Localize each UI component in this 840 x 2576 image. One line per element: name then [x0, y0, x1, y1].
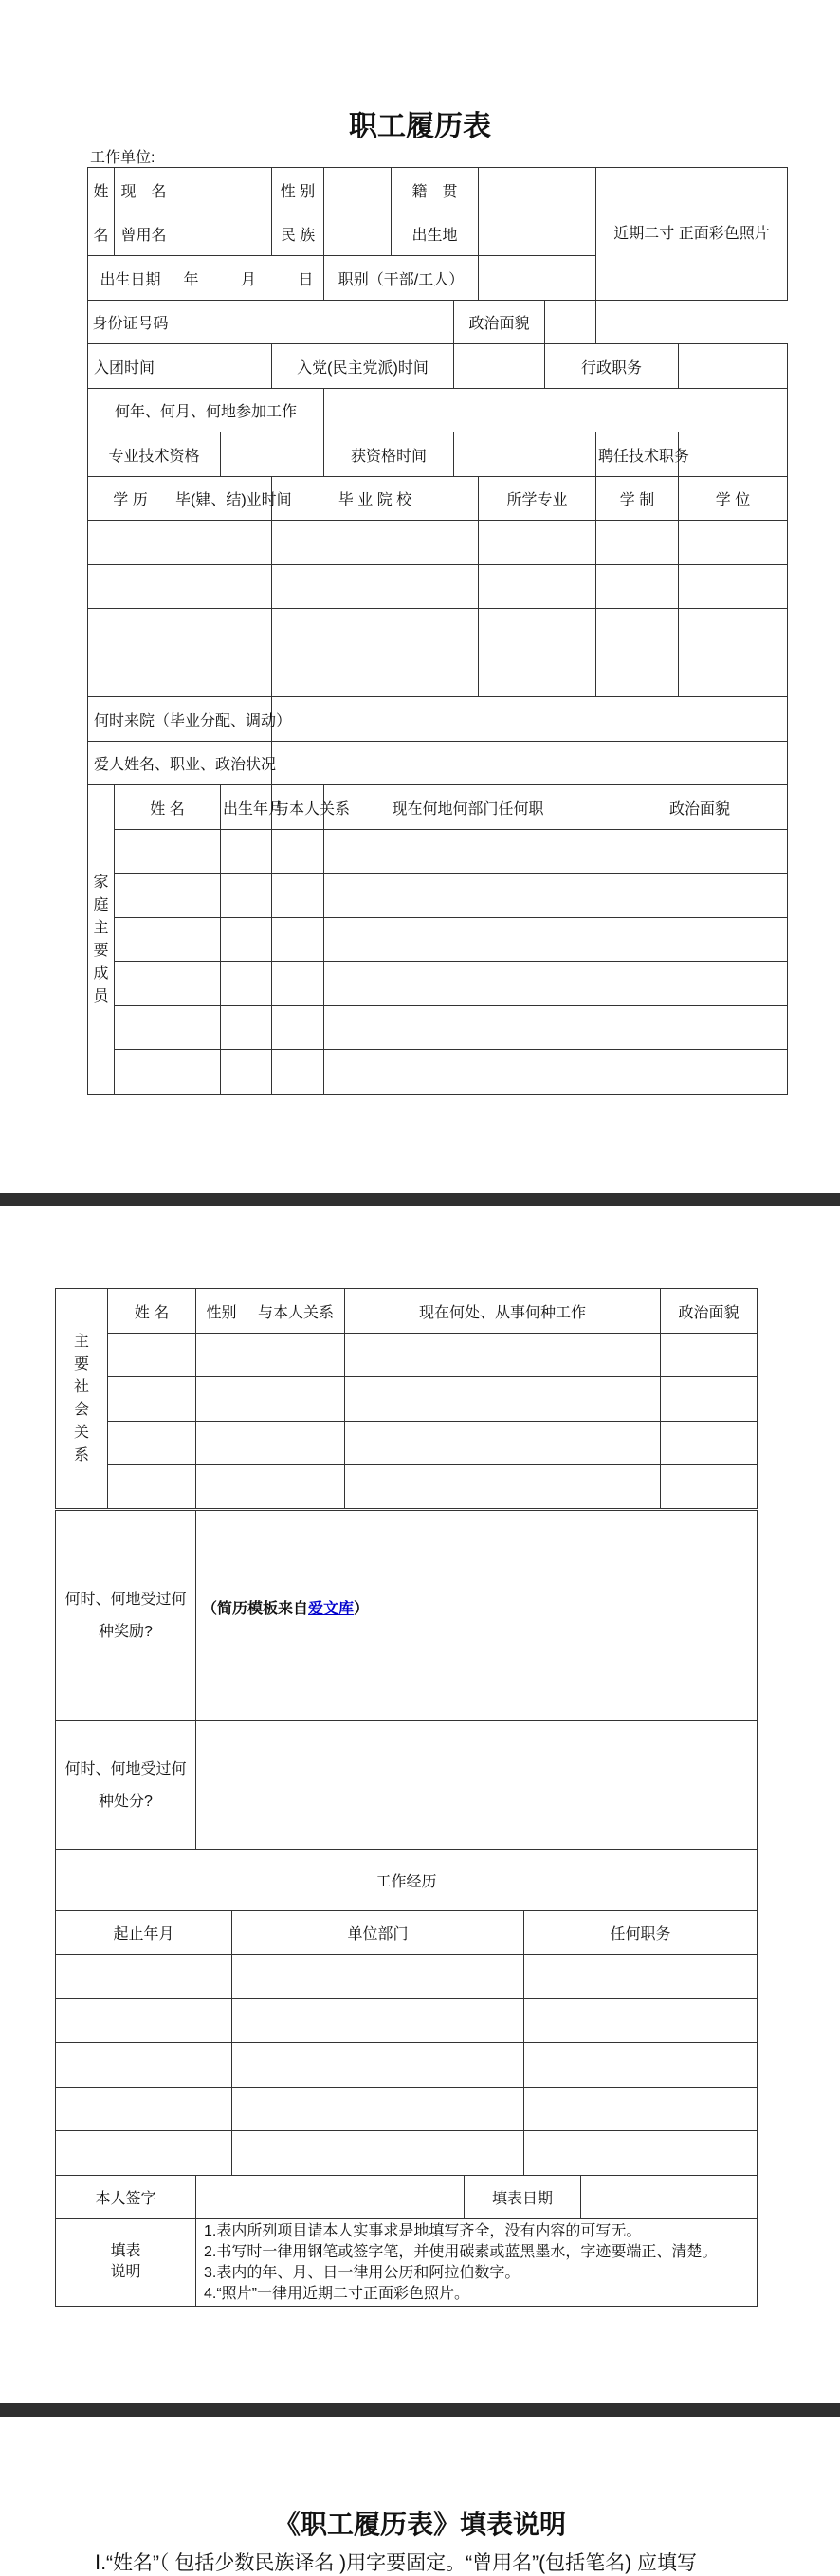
edu-cell[interactable]	[479, 653, 596, 697]
family-cell[interactable]	[115, 1006, 221, 1050]
aiwenku-link[interactable]: 爱文库	[308, 1601, 355, 1617]
social-header-name: 姓 名	[108, 1289, 196, 1334]
social-cell[interactable]	[108, 1334, 196, 1377]
work-row	[56, 2131, 758, 2176]
family-cell[interactable]	[612, 830, 788, 874]
family-row	[88, 874, 788, 918]
family-row	[88, 1006, 788, 1050]
edu-row	[88, 565, 788, 609]
family-cell[interactable]	[612, 1050, 788, 1095]
edu-cell[interactable]	[479, 565, 596, 609]
social-cell[interactable]	[345, 1334, 661, 1377]
instructions-title: 《职工履历表》填表说明	[273, 2510, 566, 2539]
note-item: 2.书写时一律用钢笔或签字笔，并使用碳素或蓝黑墨水，字迹要端正、清楚。	[204, 2243, 718, 2260]
birthplace-value[interactable]	[479, 212, 596, 256]
signature-label: 本人签字	[56, 2176, 196, 2219]
gender-value[interactable]	[324, 168, 392, 212]
award-note-suffix: ）	[354, 1601, 370, 1617]
page-1	[0, 0, 840, 1190]
social-cell[interactable]	[196, 1422, 247, 1465]
social-header-relation: 与本人关系	[247, 1289, 345, 1334]
work-cell[interactable]	[56, 2088, 232, 2131]
family-header-name: 姓 名	[115, 785, 221, 830]
social-cell[interactable]	[196, 1377, 247, 1422]
social-cell[interactable]	[108, 1377, 196, 1422]
tech-post-label: 聘任技术职务	[596, 432, 679, 477]
spouse-label: 爱人姓名、职业、政治状况	[88, 742, 272, 785]
social-row	[56, 1465, 758, 1509]
edu-cell[interactable]	[272, 609, 479, 653]
social-cell[interactable]	[345, 1377, 661, 1422]
qualification-value[interactable]	[221, 432, 324, 477]
page-separator	[0, 1193, 840, 1206]
family-cell[interactable]	[221, 874, 272, 918]
edu-cell[interactable]	[173, 609, 272, 653]
family-row	[88, 830, 788, 874]
punish-label: 何时、何地受过何种处分?	[56, 1721, 196, 1850]
social-cell[interactable]	[247, 1334, 345, 1377]
social-cell[interactable]	[661, 1422, 758, 1465]
fill-date-value[interactable]	[581, 2176, 758, 2219]
family-header-relation: 与本人关系	[272, 785, 324, 830]
work-row	[56, 2088, 758, 2131]
family-cell[interactable]	[221, 962, 272, 1006]
social-side-label: 主要社会关系	[56, 1289, 108, 1509]
birth-date-label: 出生日期	[88, 256, 173, 301]
social-cell[interactable]	[108, 1465, 196, 1509]
work-cell[interactable]	[524, 1955, 758, 1999]
family-cell[interactable]	[221, 1050, 272, 1095]
note-item: 4.“照片”一律用近期二寸正面彩色照片。	[204, 2285, 470, 2302]
family-cell[interactable]	[221, 830, 272, 874]
social-header-work: 现在何处、从事何种工作	[345, 1289, 661, 1334]
social-cell[interactable]	[247, 1377, 345, 1422]
work-cell[interactable]	[232, 2131, 524, 2176]
family-cell[interactable]	[115, 1050, 221, 1095]
family-row	[88, 962, 788, 1006]
month-label: 月	[240, 271, 256, 288]
work-cell[interactable]	[232, 2043, 524, 2088]
family-cell[interactable]	[221, 1006, 272, 1050]
work-cell[interactable]	[232, 2088, 524, 2131]
work-cell[interactable]	[56, 1999, 232, 2043]
edu-title-header: 学 位	[679, 477, 788, 521]
family-side-label: 家庭主要成员	[88, 785, 115, 1095]
league-time-label: 入团时间	[88, 344, 173, 389]
social-cell[interactable]	[196, 1334, 247, 1377]
family-cell[interactable]	[324, 830, 612, 874]
admin-post-label: 行政职务	[545, 344, 679, 389]
work-cell[interactable]	[524, 2131, 758, 2176]
family-cell[interactable]	[115, 962, 221, 1006]
edu-cell[interactable]	[596, 565, 679, 609]
work-row	[56, 1999, 758, 2043]
notes-label: 填表说明	[56, 2219, 196, 2307]
family-cell[interactable]	[272, 918, 324, 962]
family-cell[interactable]	[272, 1050, 324, 1095]
edu-cell[interactable]	[596, 653, 679, 697]
family-cell[interactable]	[612, 1006, 788, 1050]
former-name-value[interactable]	[173, 212, 272, 256]
edu-cell[interactable]	[88, 521, 173, 565]
work-cell[interactable]	[232, 1955, 524, 1999]
edu-cell[interactable]	[679, 521, 788, 565]
tech-post-value[interactable]	[679, 432, 788, 477]
work-cell[interactable]	[56, 2131, 232, 2176]
family-row	[88, 1050, 788, 1095]
family-cell[interactable]	[272, 874, 324, 918]
edu-cell[interactable]	[272, 521, 479, 565]
page-2	[0, 1206, 840, 2403]
family-cell[interactable]	[324, 1050, 612, 1095]
page-title: 职工履历表	[349, 111, 491, 142]
edu-cell[interactable]	[173, 521, 272, 565]
party-time-label: 入党(民主党派)时间	[272, 344, 454, 389]
family-cell[interactable]	[115, 830, 221, 874]
edu-cell[interactable]	[679, 609, 788, 653]
award-label: 何时、何地受过何种奖励?	[56, 1511, 196, 1721]
name-char-1: 姓	[88, 168, 115, 212]
current-name-value[interactable]	[173, 168, 272, 212]
birthplace-label: 出生地	[392, 212, 479, 256]
edu-row	[88, 609, 788, 653]
family-cell[interactable]	[612, 962, 788, 1006]
social-cell[interactable]	[661, 1334, 758, 1377]
gender-label: 性 别	[272, 168, 324, 212]
social-cell[interactable]	[661, 1465, 758, 1509]
award-value[interactable]	[196, 1511, 758, 1721]
social-cell[interactable]	[661, 1377, 758, 1422]
origin-label: 籍 贯	[392, 168, 479, 212]
league-time-value[interactable]	[173, 344, 272, 389]
social-cell[interactable]	[345, 1422, 661, 1465]
family-cell[interactable]	[612, 918, 788, 962]
family-cell[interactable]	[115, 918, 221, 962]
records-table	[55, 1510, 758, 2307]
id-number-label: 身份证号码	[88, 301, 173, 344]
qualification-label: 专业技术资格	[88, 432, 221, 477]
edu-cell[interactable]	[173, 565, 272, 609]
edu-row	[88, 521, 788, 565]
family-cell[interactable]	[272, 830, 324, 874]
punish-value[interactable]	[196, 1721, 758, 1850]
work-row	[56, 1955, 758, 1999]
edu-row	[88, 653, 788, 697]
family-header-birth: 出生年月	[221, 785, 272, 830]
family-cell[interactable]	[324, 918, 612, 962]
work-history-title: 工作经历	[56, 1850, 758, 1911]
resume-form-table	[87, 167, 788, 1095]
work-header-unit: 单位部门	[232, 1911, 524, 1955]
signature-value[interactable]	[196, 2176, 465, 2219]
edu-school-header: 毕 业 院 校	[272, 477, 479, 521]
family-header-work: 现在何地何部门任何职	[324, 785, 612, 830]
edu-cell[interactable]	[272, 565, 479, 609]
origin-value[interactable]	[479, 168, 596, 212]
social-row	[56, 1422, 758, 1465]
social-relations-table	[55, 1288, 758, 1509]
edu-degree-header: 学 历	[88, 477, 173, 521]
work-unit-label: 工作单位:	[90, 150, 155, 166]
politics-label: 政治面貌	[454, 301, 545, 344]
edu-cell[interactable]	[596, 521, 679, 565]
social-row	[56, 1334, 758, 1377]
year-label: 年	[183, 271, 199, 288]
social-cell[interactable]	[345, 1465, 661, 1509]
work-start-label: 何年、何月、何地参加工作	[88, 389, 324, 432]
family-cell[interactable]	[324, 962, 612, 1006]
work-row	[56, 2043, 758, 2088]
current-name-label: 现 名	[115, 168, 173, 212]
work-cell[interactable]	[524, 2088, 758, 2131]
ethnicity-value[interactable]	[324, 212, 392, 256]
family-cell[interactable]	[324, 874, 612, 918]
edu-cell[interactable]	[272, 653, 479, 697]
family-cell[interactable]	[612, 874, 788, 918]
work-header-post: 任何职务	[524, 1911, 758, 1955]
work-cell[interactable]	[56, 1955, 232, 1999]
qualification-time-label: 获资格时间	[324, 432, 454, 477]
edu-cell[interactable]	[173, 653, 272, 697]
work-cell[interactable]	[524, 1999, 758, 2043]
social-row	[56, 1377, 758, 1422]
photo-box[interactable]: 近期二寸 正面彩色照片	[596, 168, 788, 301]
edu-cell[interactable]	[679, 653, 788, 697]
edu-cell[interactable]	[479, 609, 596, 653]
edu-length-header: 学 制	[596, 477, 679, 521]
family-cell[interactable]	[115, 874, 221, 918]
social-cell[interactable]	[247, 1465, 345, 1509]
edu-cell[interactable]	[679, 565, 788, 609]
edu-cell[interactable]	[88, 609, 173, 653]
id-number-value[interactable]	[173, 301, 454, 344]
edu-major-header: 所学专业	[479, 477, 596, 521]
family-cell[interactable]	[324, 1006, 612, 1050]
note-item: 1.表内所列项目请本人实事求是地填写齐全，没有内容的可写无。	[204, 2222, 642, 2239]
work-cell[interactable]	[56, 2043, 232, 2088]
edu-cell[interactable]	[88, 653, 173, 697]
edu-time-header: 毕(肄、结)业时间	[173, 477, 272, 521]
social-header-politics: 政治面貌	[661, 1289, 758, 1334]
social-cell[interactable]	[196, 1465, 247, 1509]
rank-value[interactable]	[479, 256, 596, 301]
ethnicity-label: 民 族	[272, 212, 324, 256]
instructions-line-1: Ⅰ.“姓名”（ 包括少数民族译名 )用字要固定。“曾用名”(包括笔名) 应填写	[95, 2552, 697, 2574]
work-cell[interactable]	[232, 1999, 524, 2043]
spouse-value[interactable]	[272, 742, 788, 785]
arrive-label: 何时来院（毕业分配、调动）	[88, 697, 272, 742]
politics-value[interactable]	[545, 301, 596, 344]
social-header-gender: 性别	[196, 1289, 247, 1334]
fill-date-label: 填表日期	[465, 2176, 581, 2219]
day-label: 日	[298, 271, 314, 288]
work-cell[interactable]	[524, 2043, 758, 2088]
family-header-politics: 政治面貌	[612, 785, 788, 830]
admin-post-value[interactable]	[679, 344, 788, 389]
edu-cell[interactable]	[596, 609, 679, 653]
edu-cell[interactable]	[479, 521, 596, 565]
award-note-prefix: （简历模板来自	[202, 1601, 309, 1617]
notes-content	[196, 2219, 758, 2307]
family-cell[interactable]	[272, 962, 324, 1006]
rank-label: 职别（干部/工人）	[324, 256, 479, 301]
qualification-time-value[interactable]	[454, 432, 596, 477]
social-cell[interactable]	[247, 1422, 345, 1465]
birth-date-value[interactable]	[173, 256, 324, 301]
edu-cell[interactable]	[88, 565, 173, 609]
arrive-value[interactable]	[272, 697, 788, 742]
work-header-period: 起止年月	[56, 1911, 232, 1955]
page-separator	[0, 2403, 840, 2417]
family-cell[interactable]	[221, 918, 272, 962]
party-time-value[interactable]	[454, 344, 545, 389]
note-item: 3.表内的年、月、日一律用公历和阿拉伯数字。	[204, 2264, 520, 2281]
social-cell[interactable]	[108, 1422, 196, 1465]
family-cell[interactable]	[272, 1006, 324, 1050]
family-row	[88, 918, 788, 962]
former-name-label: 曾用名	[115, 212, 173, 256]
work-start-value[interactable]	[324, 389, 788, 432]
name-char-2: 名	[88, 212, 115, 256]
